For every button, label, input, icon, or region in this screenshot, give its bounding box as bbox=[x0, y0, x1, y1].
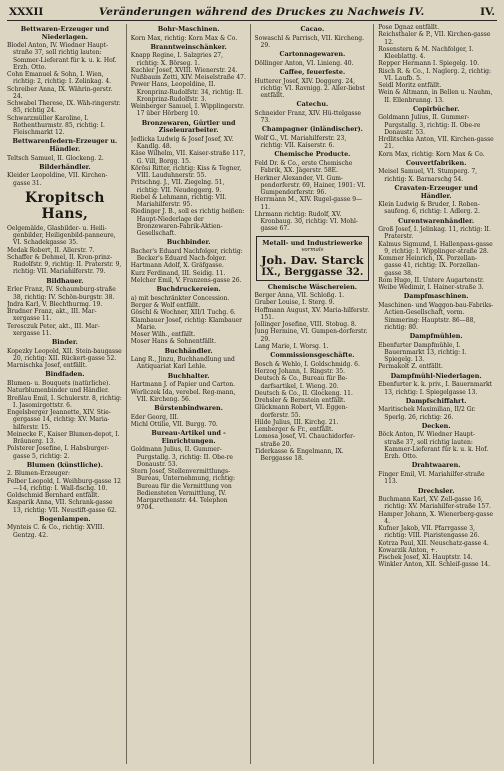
directory-entry: Deutsch & Co., II. Glockeng. 11. bbox=[254, 389, 353, 397]
directory-entry: Seidl Moritz entfällt. bbox=[378, 82, 442, 89]
section-heading: Decken. bbox=[421, 421, 451, 430]
directory-entry: Hartmann Adolf, X. Gräfgasse. bbox=[130, 262, 224, 270]
advertisement-line: IX., Berggasse 32. bbox=[261, 266, 364, 278]
directory-entry: Meinecke F., Kaiser Blumen-depot, I. Bräunerg. 13. bbox=[7, 430, 120, 445]
section-heading: Binder. bbox=[51, 338, 78, 347]
directory-entry: Meisel Samuel, VI. Stumperg. 7, richtig: X. Barnarschg 54. bbox=[378, 168, 478, 183]
directory-entry: Klambauer Josef, richtig: Klambauer Marie. bbox=[130, 316, 242, 331]
directory-entry: Kopezky Leopold, XII. Stein-baugasse 20, richtig: XII. Rückert-gasse 52. bbox=[7, 347, 122, 362]
directory-entry: Bacher's Eduard Nachfolger, richtig: Becker's Eduard Nach-folger. bbox=[130, 247, 243, 263]
directory-entry: Böck Anton, IV. Wiedner Haupt-straße 37, soll richtig lauten: Kammer-Lieferant für k. u. k. Hof. Erzh. Otto. bbox=[378, 431, 489, 461]
directory-entry: Maschinen- und Waggon-bau-Fabriks-Actien-Gesellschaft, vorm. Simmering: Hauptstr. 86—88, richtig: 80. bbox=[378, 302, 494, 331]
page-numeral: IV. bbox=[480, 6, 495, 18]
directory-entry: Weinberger Samuel, I. Wipplingerstr. 17 über Hörberg 10. bbox=[130, 103, 245, 118]
advertisement-line: vormals bbox=[301, 246, 324, 253]
page-title: Veränderungen während des Druckes zu Nachweis IV. bbox=[98, 6, 425, 18]
directory-entry: Kuchler Josef, XVIII. Wienerstr. 24. bbox=[130, 66, 238, 74]
directory-entry: Lomosa Josef, VI. Chauchidorfer-straße 20. bbox=[254, 433, 355, 448]
directory-entry: Cohn Emanuel & Sohn, I. Wien, richtig: 2, richtig: I. Zelinkag. 4. bbox=[7, 71, 112, 86]
directory-entry: Risch R. & Co., I. Naglerg. 2, richtig: VI. Laufb. 5. bbox=[378, 67, 491, 82]
column-2 bbox=[131, 24, 251, 764]
directory-entry: Herkner Alexander, VI. Gum-pendorferstr. 69, Hainer, 1901: VI. Gumpendorferstr. 96. bbox=[254, 174, 366, 197]
directory-entry: Klein Ludwig & Bruder, I. Roben-saufeng. 6, richtig: I. Adlerg. 2. bbox=[378, 201, 480, 216]
section-heading: Caffee, feuerfeste. bbox=[279, 67, 346, 76]
directory-entry: Engelsberger Jeannette, XIV. Stie-gergasse 14, richtig: XV. Maria-hilferstr. 15. bbox=[7, 409, 111, 431]
directory-entry: Maritischek Maximilian, II/2 Gr. Sperlg. 26, richtig: 26. bbox=[378, 406, 476, 421]
section-heading: Cartonnagewaren. bbox=[279, 50, 346, 59]
directory-entry: Michl Ottilie, VII. Burgg. 70. bbox=[130, 420, 218, 428]
section-heading: Dampfmühlen. bbox=[409, 332, 463, 341]
directory-entry: Lang R., Jinzu, Buchhandlung und Antiquariat Karl Lehle. bbox=[130, 356, 235, 371]
directory-entry: Oelgemälde, Glasbilder- u. Heili-genbilder, Heiligenbild-panneure, VI. Schadekgasse 35. bbox=[7, 224, 116, 247]
directory-entry: 2. Blumen-Erzeuger: bbox=[7, 470, 71, 478]
directory-entry: Hilde Julius, III. Kirchg. 21. bbox=[254, 418, 339, 426]
directory-entry: Nußbaum Zetti, XIV. Meiselstraße 47. bbox=[130, 74, 246, 82]
page-header bbox=[7, 6, 497, 21]
directory-entry: Deutsch & Co., Bureau für Be-darfsartikel, I. Wieng. 20. bbox=[254, 375, 348, 390]
advertisement-box bbox=[256, 236, 370, 281]
directory-entry: Finger Emil, VI. Mariahilfer-straße 113. bbox=[378, 471, 485, 486]
section-heading: Chemische Wäschereien. bbox=[267, 282, 357, 291]
directory-entry: Kurz Ferdinand, III. Seidig. 11. bbox=[130, 269, 226, 277]
section-heading: Dampfmaschinen. bbox=[403, 292, 469, 301]
directory-entry: Tiderkasse & Engelmann, IX. Berggasse 18. bbox=[254, 447, 344, 462]
directory-entry: Pritschng. J., VII. Ziegelng. 51, richtig: VII. Neudeggerg. 9. bbox=[130, 179, 225, 194]
section-heading: Buchhändler. bbox=[164, 346, 213, 355]
directory-entry: Moser Wilh., entfällt. bbox=[130, 331, 196, 339]
section-heading: Bronzewaren, Gürtler und Ziseleurarbeiter. bbox=[141, 118, 236, 135]
section-heading: Cravaten-Erzeuger und Händler. bbox=[394, 183, 478, 200]
directory-entry: Permakolt Z. entfällt. bbox=[378, 363, 443, 371]
directory-entry: Polsterer Josefine, I. Habsburger-gasse 5, richtig: 2. bbox=[7, 445, 110, 460]
section-heading: Dampfschiffahrt. bbox=[405, 396, 467, 405]
directory-entry: Goldschmid Bernhard entfällt. bbox=[7, 492, 100, 500]
section-heading: Bildhauer. bbox=[46, 276, 84, 285]
section-heading: Drahtwaaren. bbox=[411, 461, 461, 470]
directory-entry: Buchmann Karl, XV. Zell-gasse 16, richtig: XV. Mariahilfer-straße 157. bbox=[378, 496, 491, 511]
page-number: XXXII bbox=[9, 6, 44, 18]
directory-entry: Weibe Wedimir, I. Hainer-straße 3. bbox=[378, 284, 484, 292]
directory-entry: Moser Hans & Sohnentfällt. bbox=[130, 338, 217, 346]
directory-entry: Hamper Johann, X. Wienerberg-gasse 4. bbox=[378, 510, 494, 525]
directory-entry: Korn Max, richtig: Korn Max & Co. bbox=[378, 150, 485, 158]
columns bbox=[7, 24, 497, 764]
directory-entry: Marnischka Josef, entfällt. bbox=[7, 362, 88, 370]
directory-entry: Schreiber Anna, IX. Währin-gerstr. 24. bbox=[7, 85, 113, 100]
section-heading: Bettwaren-Erzeuger und Niederlagen. bbox=[20, 25, 109, 41]
advertisement-line: Metall- und Industriewerke bbox=[262, 238, 363, 247]
directory-entry: Feld Dr. & Co., erste Chemische Fabrik, XX. Jägerstr. 58E. bbox=[254, 160, 353, 175]
directory-entry: Pischek Josef, XI. Hauptstr. 14. bbox=[378, 554, 473, 562]
directory-entry: Hrdlitschka Anton, VII. Kirchen-gasse 21. bbox=[378, 136, 494, 151]
section-heading: Buchhalter. bbox=[167, 371, 210, 380]
section-heading: Bettwarenfedern-Erzeuger u. Händler. bbox=[12, 137, 118, 154]
directory-entry: Herrmann M., XIV. Rugel-gasse 9—11. bbox=[254, 196, 363, 211]
directory-entry: Kommer Heinrich, IX. Porzellan-gasse 41, richtig: IX. Porzellan-gasse 38. bbox=[378, 255, 480, 277]
directory-entry: Schwarzmüller Karoline, I. Rothenthurmstr. 85, richtig: I. Fleischmarkt 12. bbox=[7, 114, 105, 137]
directory-entry: a) mit beschränkter Concession. bbox=[130, 294, 230, 302]
directory-entry: Wein & Altmann, in Bellen u. Nauhm, II. Ellenbrunng. 13. bbox=[378, 89, 493, 104]
section-heading: Buchdruckereien. bbox=[156, 285, 221, 294]
section-heading: Branntweinschänker. bbox=[150, 42, 227, 51]
directory-entry: Lemberger & Fr., entfällt. bbox=[254, 426, 334, 433]
directory-entry: Bosch & Wehlo, I. Goldschmidg. 6. bbox=[254, 360, 360, 368]
section-heading: Blumen (künstliche). bbox=[26, 460, 103, 469]
directory-entry: Herzog Johann, I. Ringstr. 35. bbox=[254, 368, 346, 375]
directory-entry: Pose Dgnaz entfällt. bbox=[378, 24, 440, 31]
directory-entry: Ebenfurter Dampfmühle, I. Bauernmarkt 13, richtig: I. Spiegelg. 13. bbox=[378, 341, 467, 364]
section-heading: Bindfaden. bbox=[45, 370, 85, 379]
directory-entry: Breßlau Emil, I. Schulerstr. 8, richtig: I. Jasomirgottstr. 6. bbox=[7, 394, 122, 409]
directory-entry: Felber Leopold, I. Weihburg-gasse 12—14, richtig: I. Wall-fischg. 10. bbox=[7, 477, 121, 492]
directory-entry: Kowarzik Anton, +. bbox=[378, 546, 438, 554]
section-heading: Chemische Producte. bbox=[274, 150, 351, 159]
directory-entry: Brudner Franz, akt., III. Mar-xergasse 11. bbox=[7, 308, 97, 323]
directory-entry: Hartmann J. of Papier und Carton. bbox=[130, 381, 235, 389]
section-heading: Catechu. bbox=[296, 100, 329, 109]
directory-entry: Kalmus Sigmund, I. Hallenpass-gasse 9, richtig: I. Wipplinger-straße 28. bbox=[378, 240, 493, 255]
directory-entry: Blodel Anton, IV. Wiedner Haupt-straße 37, soll richtig lauten: Sommer-Lieferant für k. u. k. Hof. Erzh. Otto. bbox=[7, 42, 117, 71]
section-heading: Cacao. bbox=[300, 25, 325, 33]
directory-entry: Schaffer & Dehmel, II. Kron-prinz-Rudolfstr. 9, richtig: II. Praterstr. 9, richtig: VII. Mariahilferstr. 79. bbox=[7, 253, 122, 276]
directory-entry: Körösi Ritter, richtig: Kiss & Tegner, VIII. Lauduhnerstr. 55. bbox=[130, 164, 242, 180]
directory-entry: Riebel & Lehmann, richtig: VII. Mariahilferstr. 95. bbox=[130, 193, 227, 209]
directory-entry: Knapp Regine, I. Salzgries 27, richtig: X. Börseg. 1. bbox=[130, 52, 223, 67]
section-heading: Copirbücher. bbox=[412, 104, 460, 113]
column-1 bbox=[7, 24, 127, 764]
section-heading: Commissionsgeschäfte. bbox=[270, 351, 355, 360]
section-heading: Dampfmühl-Niederlagen. bbox=[390, 371, 482, 380]
directory-entry: Ebenfurter k. k. priv., I. Bauernmarkt 13, richtig: I. Spiegelgasse 13. bbox=[378, 381, 493, 396]
directory-entry: Lang Marie, I. Worsg. 1. bbox=[254, 342, 329, 350]
directory-entry: Kotrza Paul, XII. Neuschatz-gasse 4. bbox=[378, 539, 489, 547]
advertisement-line: Joh. Dav. Starck bbox=[261, 252, 364, 267]
directory-entry: Riedinger J. B., soll es richtig heißen: Haupt-Niederlage der Bronzewaren-Fabrik-Aktien-Gesellschaft. bbox=[130, 208, 245, 238]
directory-entry: Göschl & Wochner, XII/1 Tuchg. 6. bbox=[130, 309, 236, 317]
directory-entry: Wolf G., VI. Mariahilferstr. 23, richtig: VII. Kaiserstr. 6. bbox=[254, 134, 347, 150]
directory-entry: Jollinger Josefine, VIII. Stobug. 8. bbox=[254, 321, 357, 329]
directory-entry: Schneider Franz, XIV. Hü-ttelgasse 73. bbox=[254, 109, 362, 125]
directory-entry: Jndra Karl, V. Blechthurmg. 19. bbox=[7, 300, 103, 308]
section-heading: Bürstenbindwaren. bbox=[154, 404, 223, 412]
directory-entry: Winkler Anton, XII. Schleif-gasse 14. bbox=[378, 561, 491, 569]
directory-entry: Lhrmann richtig: Rudolf, XV. Kronbaug. 30, richtig: VI. Mohl-gasse 67. bbox=[254, 210, 358, 233]
directory-entry: Eder Georg, III. bbox=[130, 413, 179, 421]
section-heading: Bohr-Maschinen. bbox=[157, 25, 220, 33]
directory-entry: Goldmann Julius, II. Gummer-Purgstallg. 3, richtig: II. Obe-re Donaustr. 53. bbox=[378, 114, 481, 136]
directory-entry: Stern Josef, Stellenvermittlungs-Bureau, Unternehmung, richtig: Bureau für die Vermittlung von Bediensteten Vermittlung, IV. Margarethenstr. 44. Telephon 9704. bbox=[130, 468, 236, 512]
section-heading: Buchbinder. bbox=[166, 238, 211, 247]
directory-entry: Melcher Emil, V. Franzens-gasse 26. bbox=[130, 276, 242, 284]
section-heading: Champagner (inländischer). bbox=[261, 125, 363, 134]
section-heading: Bureau-Artikel und -Einrichtungen. bbox=[151, 429, 226, 445]
directory-entry: Berger Anna, VII. Schloßg. 1. bbox=[254, 292, 345, 300]
section-heading: Bilderhändler. bbox=[39, 162, 91, 171]
directory-entry: Jung Hermine, VI. Gumpen-dorferstr. 29. bbox=[254, 328, 368, 343]
column-4 bbox=[378, 24, 497, 764]
directory-entry: Drehsler & Bernstein entfällt. bbox=[254, 397, 346, 404]
directory-entry: Glückmann Robert, VI. Eggen-dorferstr. 55. bbox=[254, 404, 348, 419]
directory-entry: Schwabel Therese, IX. Wäh-ringerstr. 85, richtig 24. bbox=[7, 100, 121, 115]
directory-entry: Mynteis C. & Co., richtig: XVIII. Gentzg. 42. bbox=[7, 524, 105, 539]
directory-entry: Naturblumenbinder und Händler. bbox=[7, 387, 110, 395]
column-3 bbox=[255, 24, 375, 764]
directory-entry: Medak Robert, II. Allerstr. 7. bbox=[7, 246, 95, 254]
directory-entry: Berger & Wolf entfällt. bbox=[130, 302, 201, 310]
directory-entry: Rom Hugo, II. Untere Augartenstr. bbox=[378, 276, 485, 284]
directory-entry: Pewer Hans, Leopoldine, II. Kronprinz-Rudolfstr. 34, richtig: II. Kronprinz-Rudolfstr. 3. bbox=[130, 81, 243, 103]
directory-entry: Erler Franz, IV. Schaumburg-straße 38, richtig: IV. Schön-burgstr. 38. bbox=[7, 286, 116, 301]
directory-entry: Jedlicka Ludwig & Josef Josef, XV. Kandlg. 48. bbox=[130, 135, 234, 151]
directory-entry: Rosenstern & M. Nachfolger, I. Kleeblattg. 4. bbox=[378, 45, 474, 60]
directory-entry: Hutterer Josef, XIV. Doggerg. 24, richtig: VI. Ravnigg. 2. Aller-liebst entfällt. bbox=[254, 77, 365, 100]
directory-entry: Döllinger Anton, VI. Linieng. 40. bbox=[254, 59, 354, 67]
section-heading: Drechsler. bbox=[417, 486, 455, 495]
directory-entry: Gruber Louise, I. Sterg. 9. bbox=[254, 299, 335, 307]
directory-entry: Teresczuk Peter, akt., III. Mar-xergasse 11. bbox=[7, 322, 100, 337]
directory-entry: Repper Hermann I. Spiegelg. 10. bbox=[378, 60, 479, 68]
directory-entry: Käse Wilhelm, VII. Kaiser-straße 117, G. Vill, Borgg. 15. bbox=[130, 150, 246, 165]
directory-entry: Reichsthaler & P., VII. Kirchen-gasse 12. bbox=[378, 31, 491, 46]
directory-entry: Kufner Jakob, VII. Pfarrgasse 3, richtig: VIII. Piaristengasse 26. bbox=[378, 525, 480, 540]
section-heading: Curentwarenhändler. bbox=[398, 216, 475, 225]
directory-entry: Teltsch Samuel, II. Glockeng. 2. bbox=[7, 154, 104, 162]
directory-entry: Kasparik Anna, VII. Schrank-gasse 13, richtig: VII. Neustift-gasse 62. bbox=[7, 499, 117, 514]
directory-entry: Blumen- u. Bouquets (natürliche). bbox=[7, 380, 111, 387]
display-name: Kropitsch Hans, bbox=[25, 189, 105, 222]
directory-entry: Goldmann Julius, II. Gummer-Purgstallg. 3, richtig: II. Obe-re Donaustr. 53. bbox=[130, 446, 233, 468]
directory-entry: Korn Max, richtig: Korn Max & Co. bbox=[130, 34, 238, 42]
directory-entry: Groß Josef, I. Jelinkag. 11, richtig: II. Praterstr. bbox=[378, 226, 491, 241]
directory-entry: Sowaschl & Parrisch, VII. Kircheng. 29. bbox=[254, 34, 364, 49]
directory-entry: Worliczek Ida, verebel. Reg-mann, VII. Kircheng. 56. bbox=[130, 388, 236, 403]
directory-entry: Kleider Leopoldine, VII. Kirchen-gasse 31. bbox=[7, 172, 108, 187]
directory-entry: Hoffmann August, XV. Maria-hilferstr. 151. bbox=[254, 306, 370, 321]
section-heading: Bogenlampen. bbox=[39, 514, 91, 523]
section-heading: Couvertfabriken. bbox=[405, 158, 467, 167]
